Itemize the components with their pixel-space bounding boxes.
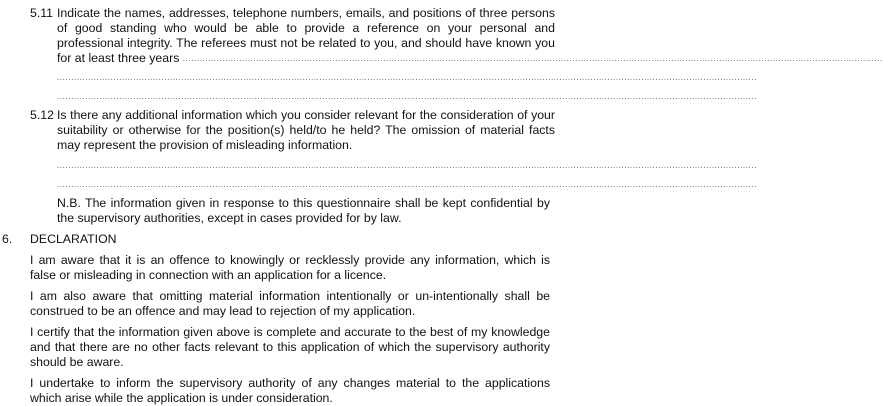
question-number: 5.12: [30, 108, 54, 122]
declaration-paragraph: I am aware that it is an offence to knowingly or recklessly provide any information, which is false or misleading in connection with an application for a licence.: [30, 253, 550, 282]
answer-line[interactable]: ........................................................................................................................................................................................................................................................: [57, 73, 758, 82]
question-5-11: [30, 6, 883, 66]
declaration-paragraph: I undertake to inform the supervisory authority of any changes material to the applications which arise while the application is under consideration.: [30, 376, 550, 405]
nb-note: N.B. The information given in response to this questionnaire shall be kept confidential by the supervisory authorities, except in cases provided for by law.: [57, 196, 550, 225]
question-number: 5.11: [30, 6, 54, 20]
answer-line[interactable]: ........................................................................................................................................................................................................................................................: [57, 161, 758, 170]
question-text: Indicate the names, addresses, telephone numbers, emails, and positions of three persons of good standing who would be able to provide a reference on your personal and professional integrity. The referees must not be related to you, and should have known you for at least three years ........................................................................................................................................................................................................................................................: [57, 6, 883, 65]
answer-line-inline[interactable]: ........................................................................................................................................................................................................................................................: [182, 54, 883, 63]
question-5-12: [30, 108, 555, 153]
section-number: 6.: [2, 232, 13, 246]
section-title: DECLARATION: [30, 232, 117, 246]
answer-line[interactable]: ........................................................................................................................................................................................................................................................: [57, 92, 758, 101]
question-text: Is there any additional information which you consider relevant for the consideration of your suitability or otherwise for the position(s) held/to he held? The omission of material facts may represent the provision of misleading information.: [57, 108, 555, 152]
answer-line[interactable]: ........................................................................................................................................................................................................................................................: [57, 180, 758, 189]
declaration-paragraph: I certify that the information given above is complete and accurate to the best of my knowledge and that there are no other facts relevant to this application of which the supervisory authority should be aware.: [30, 325, 550, 369]
declaration-paragraph: I am also aware that omitting material information intentionally or un-intentionally shall be construed to be an offence and may lead to rejection of my application.: [30, 289, 550, 318]
